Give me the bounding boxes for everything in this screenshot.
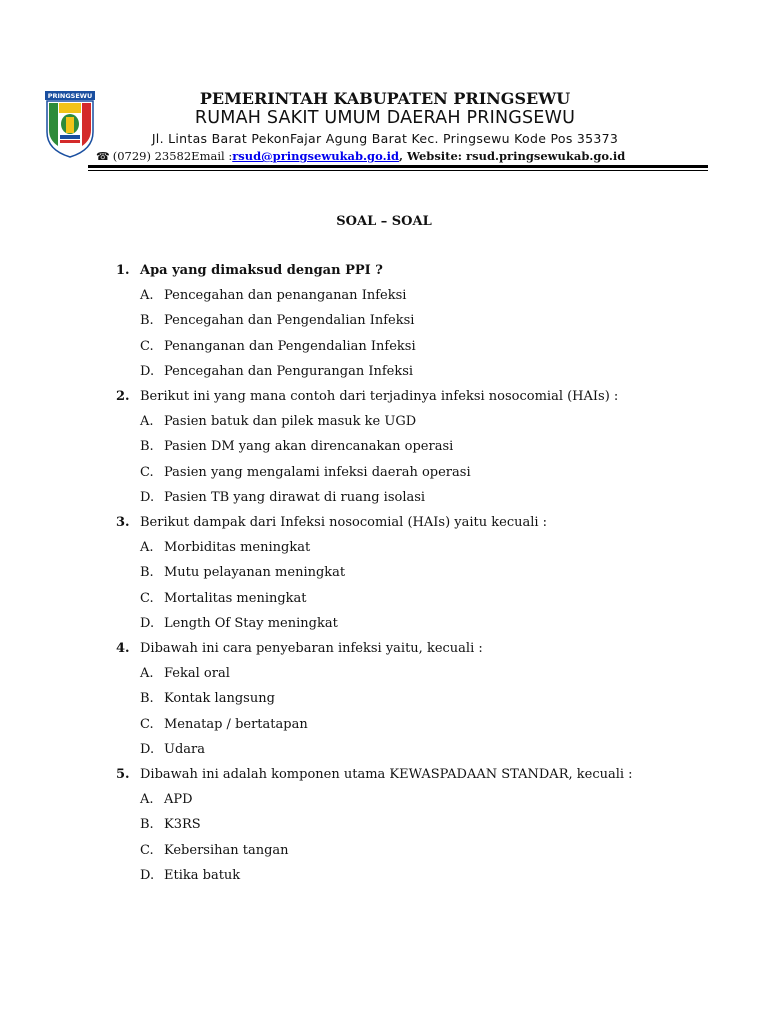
phone-text: (0729) 23582Email :	[112, 149, 233, 163]
option-text: Length Of Stay meningkat	[164, 615, 338, 631]
email-link[interactable]: rsud@pringsewukab.go.id	[232, 149, 399, 163]
option-letter: A.	[140, 288, 154, 304]
option-letter: D.	[140, 615, 155, 631]
option-text: Morbiditas meningkat	[164, 540, 311, 556]
option-letter: C.	[140, 842, 154, 858]
option-text: K3RS	[164, 817, 201, 833]
option-letter: D.	[140, 867, 155, 883]
logo-text: PRINGSEWU	[47, 92, 93, 100]
question-text: Dibawah ini cara penyebaran infeksi yaitu, kecuali :	[140, 641, 483, 656]
question-text: Berikut dampak dari Infeksi nosocomial (HAIs) yaitu kecuali :	[140, 515, 548, 530]
address-line: Jl. Lintas Barat PekonFajar Agung Barat Kec. Pringsewu Kode Pos 35373	[151, 131, 619, 146]
contact-line	[96, 149, 625, 163]
question-text: Dibawah ini adalah komponen utama KEWASPADAAN STANDAR, kecuali :	[140, 767, 633, 782]
option-letter: A.	[140, 666, 154, 682]
option-letter: C.	[140, 716, 154, 732]
option-letter: B.	[140, 817, 154, 833]
document-title: SOAL – SOAL	[336, 214, 432, 229]
option-text: Pasien TB yang dirawat di ruang isolasi	[164, 489, 426, 505]
question-number: 5.	[116, 767, 130, 782]
option-text: Mortalitas meningkat	[164, 590, 307, 606]
option-letter: D.	[140, 489, 155, 505]
option-text: Menatap / bertatapan	[164, 716, 308, 732]
option-text: Pencegahan dan Pengendalian Infeksi	[164, 313, 415, 329]
header-divider-thin	[88, 170, 708, 171]
option-text: Fekal oral	[164, 666, 230, 682]
government-name: PEMERINTAH KABUPATEN PRINGSEWU	[199, 89, 571, 108]
option-text: Kontak langsung	[164, 691, 275, 707]
option-letter: C.	[140, 338, 154, 354]
header-divider	[88, 165, 708, 168]
question-number: 2.	[116, 389, 130, 404]
option-letter: A.	[140, 414, 154, 430]
phone-icon: ☎	[96, 150, 110, 163]
option-text: Pencegahan dan Pengurangan Infeksi	[164, 363, 414, 379]
option-text: APD	[164, 792, 193, 808]
option-letter: D.	[140, 363, 155, 379]
option-text: Pasien yang mengalami infeksi daerah operasi	[164, 464, 471, 480]
option-letter: C.	[140, 590, 154, 606]
question-text: Apa yang dimaksud dengan PPI ?	[140, 263, 383, 278]
pringsewu-logo	[44, 90, 96, 158]
option-text: Pasien DM yang akan direncanakan operasi	[164, 439, 454, 455]
option-letter: B.	[140, 565, 154, 581]
option-text: Mutu pelayanan meningkat	[164, 565, 346, 581]
website-text: , Website: rsud.pringsewukab.go.id	[398, 149, 626, 163]
option-text: Pencegahan dan penanganan Infeksi	[164, 288, 407, 304]
option-letter: B.	[140, 439, 154, 455]
option-letter: A.	[140, 540, 154, 556]
question-number: 1.	[116, 263, 130, 278]
option-text: Udara	[164, 741, 205, 757]
question-text: Berikut ini yang mana contoh dari terjadinya infeksi nosocomial (HAIs) :	[140, 389, 619, 404]
option-text: Pasien batuk dan pilek masuk ke UGD	[164, 414, 417, 430]
question-number: 3.	[116, 515, 130, 530]
hospital-name: RUMAH SAKIT UMUM DAERAH PRINGSEWU	[194, 108, 576, 128]
option-text: Etika batuk	[164, 867, 241, 883]
question-number: 4.	[116, 641, 130, 656]
option-letter: D.	[140, 741, 155, 757]
option-letter: A.	[140, 792, 154, 808]
option-letter: B.	[140, 313, 154, 329]
option-text: Penanganan dan Pengendalian Infeksi	[164, 338, 416, 354]
option-letter: C.	[140, 464, 154, 480]
option-letter: B.	[140, 691, 154, 707]
option-text: Kebersihan tangan	[164, 842, 289, 858]
